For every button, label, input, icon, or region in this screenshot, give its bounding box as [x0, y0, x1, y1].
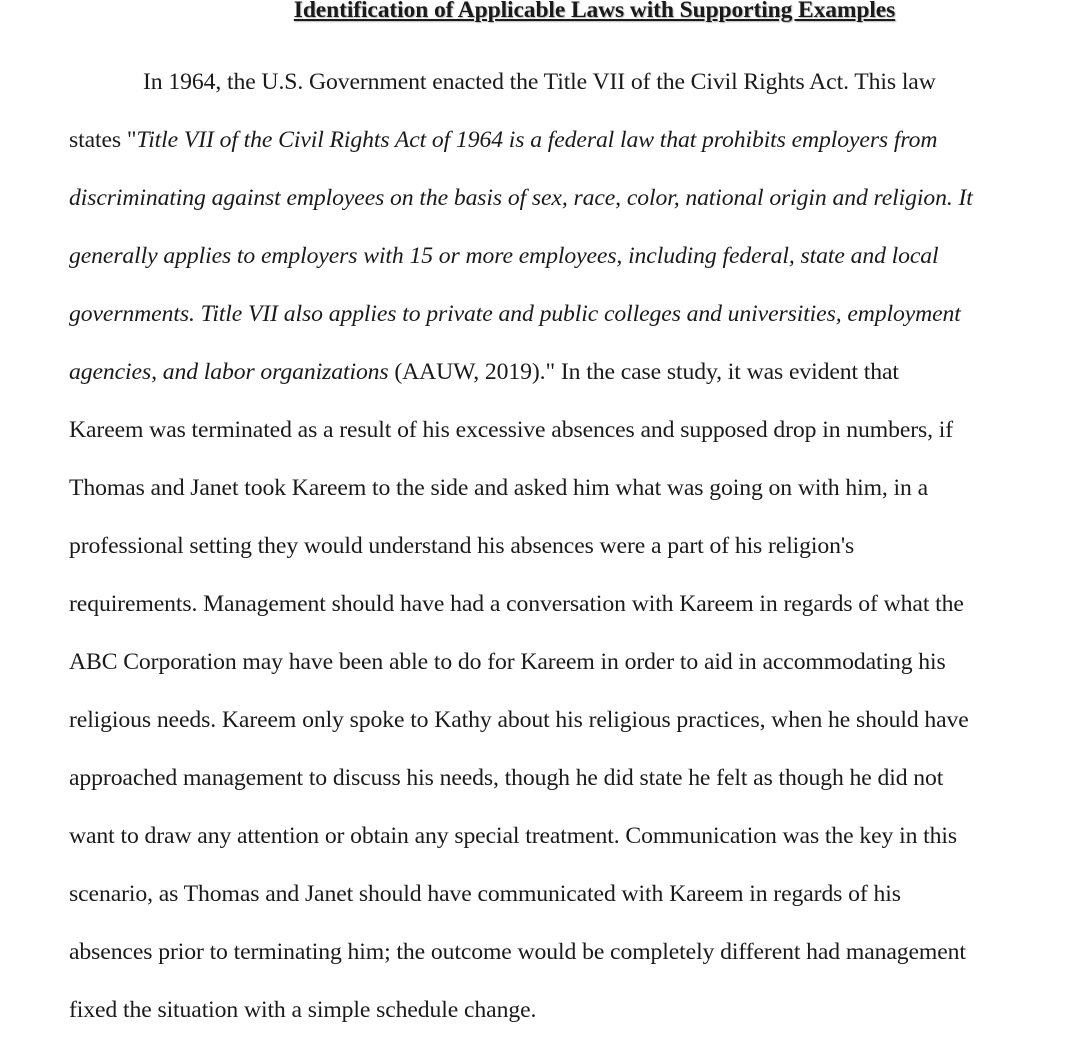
body-text: want to draw any attention or obtain any special treatment. Communication was the key in this — [69, 823, 957, 849]
text-line — [69, 227, 1044, 285]
text-line — [69, 343, 1044, 401]
body-text: absences prior to terminating him; the outcome would be completely different had management — [69, 939, 966, 965]
body-text: (AAUW, 2019)." In the case study, it was evident that — [388, 359, 899, 385]
quoted-law-text: discriminating against employees on the basis of sex, race, color, national origin and religion. It — [69, 185, 973, 211]
text-line — [69, 691, 1044, 749]
quoted-law-text: Title VII of the Civil Rights Act of 1964 is a federal law that prohibits employers from — [136, 127, 938, 153]
text-line — [69, 865, 1044, 923]
text-line — [69, 517, 1044, 575]
text-line — [69, 459, 1044, 517]
text-line — [69, 575, 1044, 633]
text-line — [69, 749, 1044, 807]
body-text: states " — [69, 127, 137, 153]
body-text: In 1964, the U.S. Government enacted the Title VII of the Civil Rights Act. This law — [143, 69, 936, 95]
quoted-law-text: governments. Title VII also applies to private and public colleges and universities, employment — [69, 301, 961, 327]
body-text: scenario, as Thomas and Janet should have communicated with Kareem in regards of his — [69, 881, 901, 907]
text-line — [69, 169, 1044, 227]
text-line — [69, 111, 1044, 169]
text-line — [69, 923, 1044, 981]
text-line — [69, 981, 1044, 1039]
quoted-law-text: generally applies to employers with 15 or more employees, including federal, state and local — [69, 243, 939, 269]
body-text: fixed the situation with a simple schedule change. — [69, 997, 537, 1023]
body-text: religious needs. Kareem only spoke to Kathy about his religious practices, when he should have — [69, 707, 969, 733]
body-paragraph — [69, 53, 1044, 1039]
body-text: ABC Corporation may have been able to do for Kareem in order to aid in accommodating his — [69, 649, 946, 675]
text-line — [69, 633, 1044, 691]
document-heading: Identification of Applicable Laws with Supporting Examples — [293, 0, 896, 23]
text-line — [69, 807, 1044, 865]
text-line — [69, 285, 1044, 343]
body-text: approached management to discuss his needs, though he did state he felt as though he did not — [69, 765, 944, 791]
quoted-law-text: agencies, and labor organizations — [69, 359, 389, 385]
body-text: Thomas and Janet took Kareem to the side and asked him what was going on with him, in a — [69, 475, 929, 501]
body-text: requirements. Management should have had a conversation with Kareem in regards of what the — [69, 591, 964, 617]
body-text: Kareem was terminated as a result of his excessive absences and supposed drop in numbers, if — [69, 417, 954, 443]
body-text: professional setting they would understand his absences were a part of his religion's — [69, 533, 855, 559]
text-line — [69, 401, 1044, 459]
text-line — [69, 53, 1044, 111]
